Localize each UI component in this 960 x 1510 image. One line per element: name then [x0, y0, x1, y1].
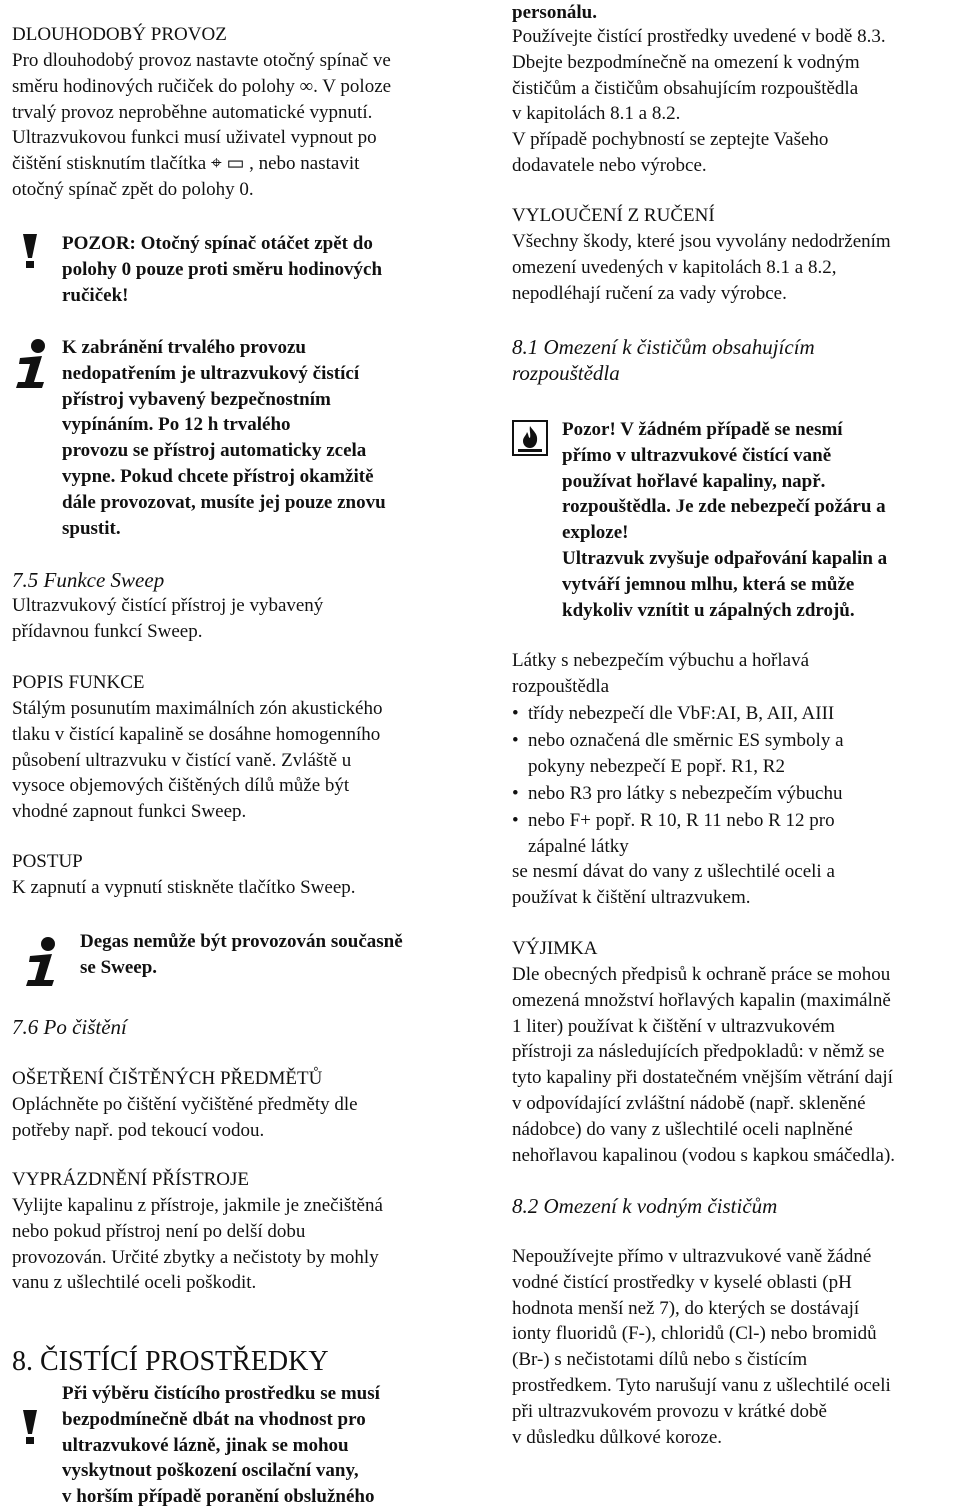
- fire-warning-text: Pozor! V žádném případě se nesmí přímo v ultrazvukové čistící vaně používat hořlavé kapaliny, např. rozpouštědla. Je zde nebezpečí požáru a exploze! Ultrazvuk zvyšuje odpařování kapalin a vytváří jemnou mlhu, která se může kdykoliv vznítit u zápalných zdrojů.: [562, 419, 888, 621]
- prostredky-warning: Při výběru čistícího prostředku se musí bezpodmínečně dbát na vhodnost pro ultrazvukové lázně, jinak se mohou vyskytnout poškození oscilační vany, v horším případě poranění obslužného: [62, 1383, 380, 1508]
- vylouceni-text: Všechny škody, které jsou vyvolány nedodržením omezení uvedených v kapitolách 8.1 a 8.2, nepodléhají ručení za vady výrobce.: [512, 231, 891, 304]
- vodni-heading: 8.2 Omezení k vodným čističům: [512, 1194, 778, 1218]
- pouzivejte-text: Používejte čistící prostředky uvedené v bodě 8.3. Dbejte bezpodmínečně na omezení k vodným čističům a čističům obsahujícím rozpouštědla v kapitolách 8.1 a 8.2. V případě pochybností se zeptejte Vašeho dodavatele nebo výrobce.: [512, 26, 886, 176]
- omezeni-heading: 8.1 Omezení k čističům obsahujícím rozpouštědla: [512, 335, 815, 385]
- popis-text: Stálým posunutím maximálních zón akustického tlaku v čistící kapalině se dosáhne homogenního působení ultrazvuku v čistící vaně. Zvláště u vysoce objemových čištěných dílů může být vhodné zapnout funkci Sweep.: [12, 698, 383, 823]
- nesmi-text: se nesmí dávat do vany z ušlechtilé oceli a používat k čištění ultrazvukem.: [512, 861, 835, 908]
- vylouceni-heading: VYLOUČENÍ Z RUČENÍ: [512, 205, 715, 226]
- osetreni-text: Opláchněte po čištění vyčištěné předměty dle potřeby např. pod tekoucí vodou.: [12, 1094, 358, 1141]
- cisteni-heading: 7.6 Po čištění: [12, 1015, 127, 1039]
- vyjimka-text: Dle obecných předpisů k ochraně práce se mohou omezená množství hořlavých kapalin (maximálně 1 liter) používat k čištění v ultrazvukovém přístroji za následujících předpokladů: v němž se tyto kapaliny při dostatečném vnějším větrání dají v odpovídající zvláštní nádobě (např. skleněné nádobce) do vany z ušlechtilé oceli naplněné nehořlavou kapalinou (vodou s kapkou smáčedla).: [512, 964, 896, 1166]
- personal-text: personálu.: [512, 2, 597, 23]
- sweep-heading: 7.5 Funkce Sweep: [12, 568, 165, 592]
- exclamation-icon: [20, 232, 40, 275]
- vyprazdneni-heading: VYPRÁZDNĚNÍ PŘÍSTROJE: [12, 1169, 249, 1190]
- dlouhodoby-heading: DLOUHODOBÝ PROVOZ: [12, 24, 227, 45]
- osetreni-heading: OŠETŘENÍ ČIŠTĚNÝCH PŘEDMĚTŮ: [12, 1068, 323, 1089]
- vyjimka-heading: VÝJIMKA: [512, 938, 598, 959]
- info-icon: [22, 936, 64, 993]
- info-degas-text: Degas nemůže být provozován současně se Sweep.: [80, 931, 403, 978]
- popis-heading: POPIS FUNKCE: [12, 672, 145, 693]
- dlouhodoby-text: Pro dlouhodobý provoz nastavte otočný spínač ve směru hodinových ručiček do polohy ∞. V poloze trvalý provoz neproběhne automatické vypnutí. Ultrazvukovou funkci musí uživatel vypnout po čištění stisknutím tlačítka ⌖ ▭ , nebo nastavit otočný spínač zpět do polohy 0.: [12, 50, 392, 200]
- info-safety-text: K zabránění trvalého provozu nedopatřením je ultrazvukový čistící přístroj vybavený bezpečnostním vypínáním. Po 12 h trvalého provozu se přístroj automaticky zcela vypne. Pokud chcete přístroj okamžitě dále provozovat, musíte jej pouze znovu spustit.: [62, 337, 386, 539]
- sweep-text: Ultrazvukový čistící přístroj je vybavený přídavnou funkcí Sweep.: [12, 595, 324, 642]
- exclamation-icon: [20, 1408, 40, 1451]
- pozor-warning: POZOR: Otočný spínač otáčet zpět do polohy 0 pouze proti směru hodinových ručiček!: [62, 233, 383, 306]
- postup-text: K zapnutí a vypnutí stiskněte tlačítko Sweep.: [12, 877, 356, 898]
- postup-heading: POSTUP: [12, 851, 83, 872]
- prostredky-heading: 8. ČISTÍCÍ PROSTŘEDKY: [12, 1346, 329, 1377]
- flammable-warning-icon: [512, 420, 548, 461]
- latky-text: Látky s nebezpečím výbuchu a hořlavá rozpouštědla: [512, 650, 810, 697]
- vyprazdneni-text: Vylijte kapalinu z přístroje, jakmile je znečištěná nebo pokud přístroj není po delší dobu provozován. Určité zbytky a nečistoty by mohly vanu z ušlechtilé oceli poškodit.: [12, 1195, 383, 1294]
- vodni-text: Nepoužívejte přímo v ultrazvukové vaně žádné vodné čistící prostředky v kyselé oblasti (pH hodnota menší než 7), do kterých se dostávají ionty fluoridů (F-), chloridů (Cl-) nebo bromidů (Br-) s nečistotami dílů nebo s čistícím prostředkem. Tyto narušují vanu z ušlechtilé oceli při ultrazvukovém provozu v krátké době v důsledku důlkové koroze.: [512, 1246, 891, 1448]
- info-icon: [12, 338, 54, 395]
